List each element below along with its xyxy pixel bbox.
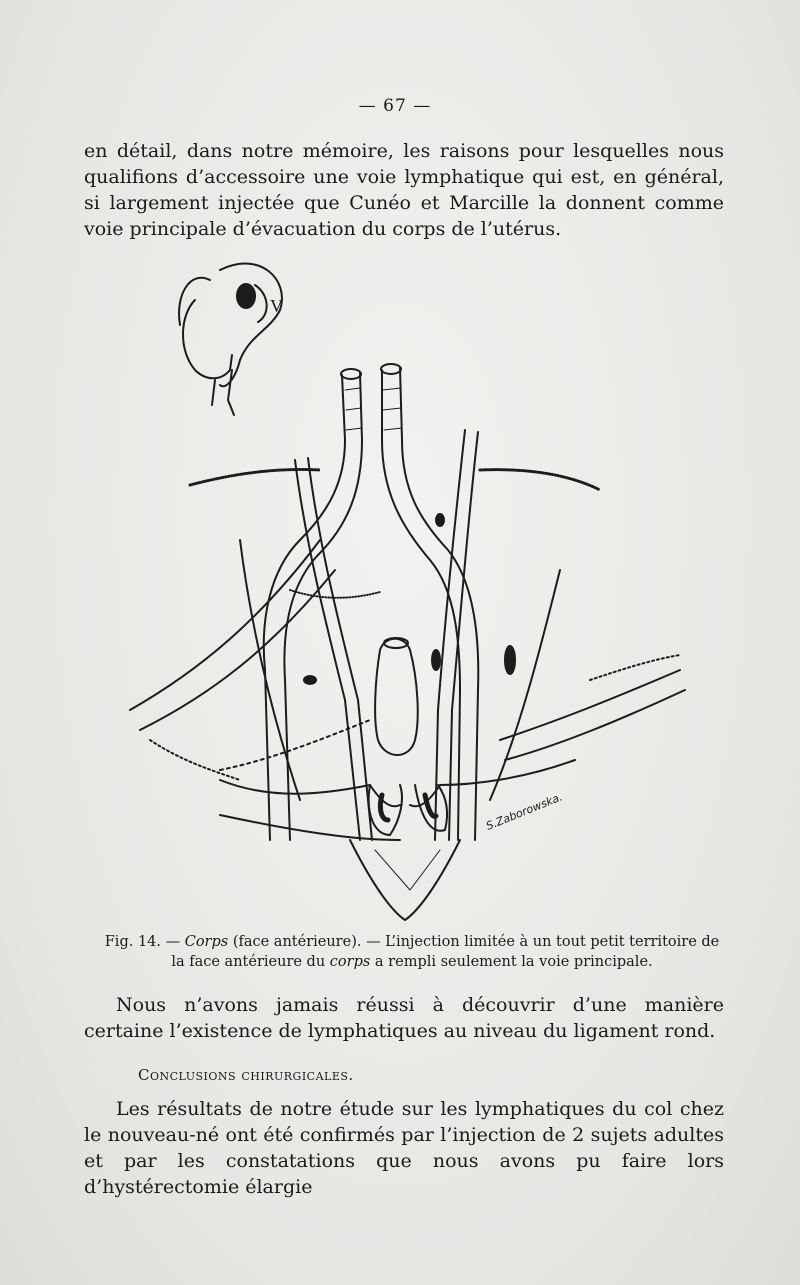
bottom-paragraph: Les résultats de notre étude sur les lymphatiques du col chez le nouveau-né ont été confirmés par l’injection de 2 sujets adultes et par les constatations que nous avons pu faire lors d’hystérectomie élargie [84,1098,724,1198]
cervix-region [220,760,575,920]
inset-label: V [270,296,283,316]
illustrator-signature: S.Zaborowska. [484,790,565,833]
caption-italic-corps-2: corps [329,954,371,970]
uterus-body [304,514,515,755]
pelvic-ligaments [130,470,685,780]
caption-text-end: a rempli seulement la voie principale. [370,954,653,970]
page-number: — 67 — [358,96,432,116]
top-paragraph: en détail, dans notre mémoire, les raisons pour lesquelles nous qualifions d’accessoire une voie lymphatique qui est, en général, si largement injectée que Cunéo et Marcille la donnent comme voie principale d’évacuation du corps de l’utérus. [84,140,724,240]
caption-italic-corps: Corps [184,934,229,950]
middle-paragraph: Nous n’avons jamais réussi à découvrir d’une manière certaine l’existence de lymphatiques au niveau du ligament rond. [84,994,724,1042]
inset-uterus-sketch [179,264,283,415]
figure-caption [104,932,720,972]
section-heading: Conclusions chirurgicales. [138,1066,354,1084]
caption-fig-label: Fig. 14. — [104,934,185,950]
caption-text-part: (face antérieure). — L’injection limitée à un tout petit territoire de la face antérieure du [171,934,720,970]
anatomical-figure [120,240,690,930]
vessel-trunk [264,364,479,840]
